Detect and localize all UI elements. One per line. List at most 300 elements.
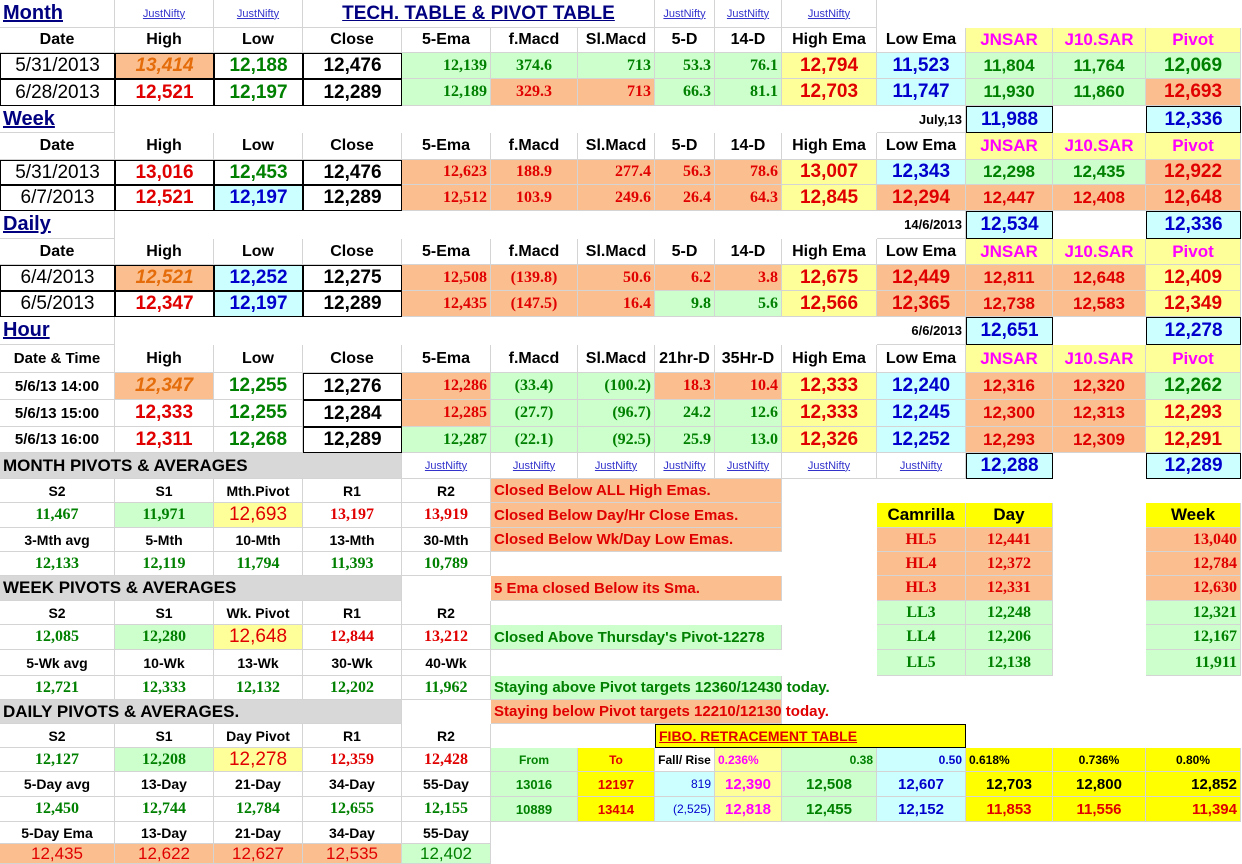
cell-r19-c10: Camrilla bbox=[877, 503, 966, 528]
cell-r28-c0: S2 bbox=[0, 724, 115, 748]
cell-r32-c2: 21-Day bbox=[214, 822, 303, 844]
cell-r24-c2: 12,648 bbox=[214, 625, 303, 650]
cell-r29-c6: To bbox=[578, 748, 655, 772]
cell-r11-c2: 12,197 bbox=[214, 291, 303, 317]
cell-r13-c1: High bbox=[115, 345, 214, 373]
cell-r7-c12: 12,408 bbox=[1053, 185, 1146, 211]
cell-r7-c8: 64.3 bbox=[715, 185, 782, 211]
cell-r24-c5: Closed Above Thursday's Pivot-12278 bbox=[491, 625, 782, 650]
cell-r9-c12: J10.SAR bbox=[1053, 239, 1146, 265]
cell-r7-c6: 249.6 bbox=[578, 185, 655, 211]
cell-r4-c10: July,13 bbox=[877, 106, 966, 133]
cell-r23-c13: 12,321 bbox=[1146, 601, 1241, 625]
cell-r16-c4: 12,287 bbox=[402, 427, 491, 453]
cell-r5-c1: High bbox=[115, 133, 214, 160]
cell-r31-c8: 12,818 bbox=[715, 797, 782, 822]
cell-r24-c11: 12,206 bbox=[966, 625, 1053, 650]
cell-r6-c13: 12,922 bbox=[1146, 160, 1241, 185]
cell-r31-c2: 12,784 bbox=[214, 797, 303, 822]
cell-r12-c0: Hour bbox=[0, 317, 115, 345]
cell-r23-c4: R2 bbox=[402, 601, 491, 625]
cell-r14-c12: 12,320 bbox=[1053, 373, 1146, 400]
cell-r10-c0: 6/4/2013 bbox=[0, 265, 115, 291]
cell-r1-c0: Date bbox=[0, 28, 115, 53]
cell-r14-c13: 12,262 bbox=[1146, 373, 1241, 400]
cell-r4-c13: 12,336 bbox=[1146, 106, 1241, 133]
cell-r2-c8: 76.1 bbox=[715, 53, 782, 79]
cell-r11-c5: (147.5) bbox=[491, 291, 578, 317]
cell-r14-c1: 12,347 bbox=[115, 373, 214, 400]
cell-r13-c11: JNSAR bbox=[966, 345, 1053, 373]
cell-r3-c3: 12,289 bbox=[303, 79, 402, 106]
cell-r11-c9: 12,566 bbox=[782, 291, 877, 317]
cell-r23-c3: R1 bbox=[303, 601, 402, 625]
cell-r24-c3: 12,844 bbox=[303, 625, 402, 650]
cell-r18-c3: R1 bbox=[303, 479, 402, 503]
cell-r15-c7: 24.2 bbox=[655, 400, 715, 427]
cell-r32-c1: 13-Day bbox=[115, 822, 214, 844]
cell-r3-c9: 12,703 bbox=[782, 79, 877, 106]
cell-r10-c4: 12,508 bbox=[402, 265, 491, 291]
cell-r13-c3: Close bbox=[303, 345, 402, 373]
cell-r31-c3: 12,655 bbox=[303, 797, 402, 822]
cell-r3-c4: 12,189 bbox=[402, 79, 491, 106]
cell-r5-c7: 5-D bbox=[655, 133, 715, 160]
justnifty-link[interactable]: JustNifty bbox=[655, 0, 715, 28]
cell-r29-c9: 0.38 bbox=[782, 748, 877, 772]
cell-r15-c2: 12,255 bbox=[214, 400, 303, 427]
cell-r22-c0: WEEK PIVOTS & AVERAGES bbox=[0, 576, 402, 601]
cell-r10-c8: 3.8 bbox=[715, 265, 782, 291]
cell-r30-c0: 5-Day avg bbox=[0, 772, 115, 797]
cell-r16-c1: 12,311 bbox=[115, 427, 214, 453]
cell-r21-c2: 11,794 bbox=[214, 552, 303, 576]
cell-r16-c7: 25.9 bbox=[655, 427, 715, 453]
cell-r18-c1: S1 bbox=[115, 479, 214, 503]
cell-r16-c5: (22.1) bbox=[491, 427, 578, 453]
cell-r26-c2: 12,132 bbox=[214, 676, 303, 700]
cell-r22-c11: 12,331 bbox=[966, 576, 1053, 601]
cell-r31-c13: 11,394 bbox=[1146, 797, 1241, 822]
cell-r10-c9: 12,675 bbox=[782, 265, 877, 291]
cell-r2-c9: 12,794 bbox=[782, 53, 877, 79]
cell-r18-c4: R2 bbox=[402, 479, 491, 503]
cell-r29-c0: 12,127 bbox=[0, 748, 115, 772]
cell-r29-c3: 12,359 bbox=[303, 748, 402, 772]
cell-r23-c11: 12,248 bbox=[966, 601, 1053, 625]
cell-r2-c0: 5/31/2013 bbox=[0, 53, 115, 79]
cell-r9-c11: JNSAR bbox=[966, 239, 1053, 265]
cell-r16-c2: 12,268 bbox=[214, 427, 303, 453]
cell-r1-c2: Low bbox=[214, 28, 303, 53]
cell-r6-c11: 12,298 bbox=[966, 160, 1053, 185]
cell-r29-c12: 0.736% bbox=[1053, 748, 1146, 772]
cell-r20-c5: Closed Below Wk/Day Low Emas. bbox=[491, 528, 782, 552]
cell-r11-c11: 12,738 bbox=[966, 291, 1053, 317]
cell-r30-c13: 12,852 bbox=[1146, 772, 1241, 797]
cell-r14-c4: 12,286 bbox=[402, 373, 491, 400]
cell-r11-c3: 12,289 bbox=[303, 291, 402, 317]
cell-r9-c7: 5-D bbox=[655, 239, 715, 265]
cell-r3-c10: 11,747 bbox=[877, 79, 966, 106]
cell-r13-c13: Pivot bbox=[1146, 345, 1241, 373]
cell-r24-c0: 12,085 bbox=[0, 625, 115, 650]
cell-r9-c4: 5-Ema bbox=[402, 239, 491, 265]
cell-r20-c1: 5-Mth bbox=[115, 528, 214, 552]
cell-r12-c11: 12,651 bbox=[966, 317, 1053, 345]
cell-r7-c11: 12,447 bbox=[966, 185, 1053, 211]
cell-r27-c0: DAILY PIVOTS & AVERAGES. bbox=[0, 700, 402, 724]
cell-r1-c6: Sl.Macd bbox=[578, 28, 655, 53]
cell-r10-c6: 50.6 bbox=[578, 265, 655, 291]
cell-r21-c3: 11,393 bbox=[303, 552, 402, 576]
cell-r30-c10: 12,607 bbox=[877, 772, 966, 797]
cell-r7-c13: 12,648 bbox=[1146, 185, 1241, 211]
cell-r26-c5: Staying above Pivot targets 12360/12430 today. bbox=[491, 676, 782, 700]
cell-r8-c10: 14/6/2013 bbox=[877, 211, 966, 239]
cell-r15-c5: (27.7) bbox=[491, 400, 578, 427]
cell-r1-c1: High bbox=[115, 28, 214, 53]
cell-r16-c3: 12,289 bbox=[303, 427, 402, 453]
cell-r19-c4: 13,919 bbox=[402, 503, 491, 528]
cell-r2-c3: 12,476 bbox=[303, 53, 402, 79]
cell-r24-c10: LL4 bbox=[877, 625, 966, 650]
cell-r29-c1: 12,208 bbox=[115, 748, 214, 772]
cell-r30-c3: 34-Day bbox=[303, 772, 402, 797]
cell-r2-c1: 13,414 bbox=[115, 53, 214, 79]
cell-r10-c1: 12,521 bbox=[115, 265, 214, 291]
justnifty-link[interactable]: JustNifty bbox=[782, 0, 877, 28]
cell-r5-c2: Low bbox=[214, 133, 303, 160]
cell-r22-c13: 12,630 bbox=[1146, 576, 1241, 601]
cell-r29-c10: 0.50 bbox=[877, 748, 966, 772]
cell-r13-c2: Low bbox=[214, 345, 303, 373]
cell-r33-c4: 12,402 bbox=[402, 844, 491, 864]
cell-r9-c3: Close bbox=[303, 239, 402, 265]
cell-r20-c0: 3-Mth avg bbox=[0, 528, 115, 552]
cell-r15-c0: 5/6/13 15:00 bbox=[0, 400, 115, 427]
cell-r30-c12: 12,800 bbox=[1053, 772, 1146, 797]
cell-r21-c13: 12,784 bbox=[1146, 552, 1241, 576]
cell-r10-c13: 12,409 bbox=[1146, 265, 1241, 291]
cell-r7-c3: 12,289 bbox=[303, 185, 402, 211]
cell-r6-c12: 12,435 bbox=[1053, 160, 1146, 185]
justnifty-link[interactable]: JustNifty bbox=[578, 453, 655, 479]
cell-r7-c4: 12,512 bbox=[402, 185, 491, 211]
cell-r13-c8: 35Hr-D bbox=[715, 345, 782, 373]
cell-r3-c2: 12,197 bbox=[214, 79, 303, 106]
cell-r13-c10: Low Ema bbox=[877, 345, 966, 373]
cell-r5-c0: Date bbox=[0, 133, 115, 160]
cell-r30-c6: 12197 bbox=[578, 772, 655, 797]
cell-r14-c11: 12,316 bbox=[966, 373, 1053, 400]
cell-r5-c8: 14-D bbox=[715, 133, 782, 160]
cell-r2-c5: 374.6 bbox=[491, 53, 578, 79]
cell-r15-c4: 12,285 bbox=[402, 400, 491, 427]
cell-r1-c3: Close bbox=[303, 28, 402, 53]
cell-r16-c8: 13.0 bbox=[715, 427, 782, 453]
cell-r15-c1: 12,333 bbox=[115, 400, 214, 427]
cell-r13-c9: High Ema bbox=[782, 345, 877, 373]
cell-r31-c12: 11,556 bbox=[1053, 797, 1146, 822]
cell-r11-c6: 16.4 bbox=[578, 291, 655, 317]
cell-r6-c1: 13,016 bbox=[115, 160, 214, 185]
cell-r8-c13: 12,336 bbox=[1146, 211, 1241, 239]
cell-r25-c1: 10-Wk bbox=[115, 650, 214, 676]
cell-r2-c7: 53.3 bbox=[655, 53, 715, 79]
cell-r16-c12: 12,309 bbox=[1053, 427, 1146, 453]
cell-r9-c10: Low Ema bbox=[877, 239, 966, 265]
cell-r9-c8: 14-D bbox=[715, 239, 782, 265]
justnifty-link[interactable]: JustNifty bbox=[402, 453, 491, 479]
cell-r30-c9: 12,508 bbox=[782, 772, 877, 797]
cell-r33-c3: 12,535 bbox=[303, 844, 402, 864]
cell-r15-c12: 12,313 bbox=[1053, 400, 1146, 427]
cell-r15-c10: 12,245 bbox=[877, 400, 966, 427]
cell-r18-c0: S2 bbox=[0, 479, 115, 503]
cell-r29-c2: 12,278 bbox=[214, 748, 303, 772]
cell-r28-c2: Day Pivot bbox=[214, 724, 303, 748]
cell-r29-c11: 0.618% bbox=[966, 748, 1053, 772]
cell-r19-c2: 12,693 bbox=[214, 503, 303, 528]
cell-r32-c0: 5-Day Ema bbox=[0, 822, 115, 844]
cell-r26-c1: 12,333 bbox=[115, 676, 214, 700]
cell-r23-c1: S1 bbox=[115, 601, 214, 625]
cell-r32-c4: 55-Day bbox=[402, 822, 491, 844]
cell-r7-c7: 26.4 bbox=[655, 185, 715, 211]
cell-r15-c13: 12,293 bbox=[1146, 400, 1241, 427]
cell-r21-c0: 12,133 bbox=[0, 552, 115, 576]
cell-r18-c5: Closed Below ALL High Emas. bbox=[491, 479, 782, 503]
cell-r11-c0: 6/5/2013 bbox=[0, 291, 115, 317]
cell-r31-c10: 12,152 bbox=[877, 797, 966, 822]
cell-r10-c3: 12,275 bbox=[303, 265, 402, 291]
cell-r10-c2: 12,252 bbox=[214, 265, 303, 291]
cell-r21-c11: 12,372 bbox=[966, 552, 1053, 576]
cell-r30-c4: 55-Day bbox=[402, 772, 491, 797]
cell-r1-c7: 5-D bbox=[655, 28, 715, 53]
cell-r9-c9: High Ema bbox=[782, 239, 877, 265]
cell-r17-c0: MONTH PIVOTS & AVERAGES bbox=[0, 453, 402, 479]
cell-r2-c11: 11,804 bbox=[966, 53, 1053, 79]
cell-r3-c11: 11,930 bbox=[966, 79, 1053, 106]
cell-r2-c4: 12,139 bbox=[402, 53, 491, 79]
cell-r15-c8: 12.6 bbox=[715, 400, 782, 427]
cell-r6-c0: 5/31/2013 bbox=[0, 160, 115, 185]
cell-r10-c5: (139.8) bbox=[491, 265, 578, 291]
cell-r24-c4: 13,212 bbox=[402, 625, 491, 650]
cell-r21-c4: 10,789 bbox=[402, 552, 491, 576]
cell-r1-c8: 14-D bbox=[715, 28, 782, 53]
cell-r31-c1: 12,744 bbox=[115, 797, 214, 822]
cell-r14-c7: 18.3 bbox=[655, 373, 715, 400]
cell-r6-c3: 12,476 bbox=[303, 160, 402, 185]
cell-r20-c2: 10-Mth bbox=[214, 528, 303, 552]
cell-r1-c11: JNSAR bbox=[966, 28, 1053, 53]
cell-r10-c12: 12,648 bbox=[1053, 265, 1146, 291]
cell-r16-c11: 12,293 bbox=[966, 427, 1053, 453]
cell-r33-c2: 12,627 bbox=[214, 844, 303, 864]
cell-r16-c13: 12,291 bbox=[1146, 427, 1241, 453]
cell-r19-c13: Week bbox=[1146, 503, 1241, 528]
cell-r14-c5: (33.4) bbox=[491, 373, 578, 400]
cell-r14-c0: 5/6/13 14:00 bbox=[0, 373, 115, 400]
cell-r31-c4: 12,155 bbox=[402, 797, 491, 822]
cell-r10-c10: 12,449 bbox=[877, 265, 966, 291]
cell-r30-c11: 12,703 bbox=[966, 772, 1053, 797]
justnifty-link[interactable]: JustNifty bbox=[782, 453, 877, 479]
cell-r6-c5: 188.9 bbox=[491, 160, 578, 185]
cell-r2-c10: 11,523 bbox=[877, 53, 966, 79]
cell-r30-c5: 13016 bbox=[491, 772, 578, 797]
cell-r1-c13: Pivot bbox=[1146, 28, 1241, 53]
justnifty-link[interactable]: JustNifty bbox=[214, 0, 303, 28]
cell-r30-c7: 819 bbox=[655, 772, 715, 797]
justnifty-link[interactable]: JustNifty bbox=[877, 453, 966, 479]
cell-r29-c5: From bbox=[491, 748, 578, 772]
cell-r15-c11: 12,300 bbox=[966, 400, 1053, 427]
cell-r14-c8: 10.4 bbox=[715, 373, 782, 400]
cell-r15-c3: 12,284 bbox=[303, 400, 402, 427]
cell-r16-c10: 12,252 bbox=[877, 427, 966, 453]
cell-r7-c9: 12,845 bbox=[782, 185, 877, 211]
cell-r18-c2: Mth.Pivot bbox=[214, 479, 303, 503]
cell-r32-c3: 34-Day bbox=[303, 822, 402, 844]
cell-r3-c12: 11,860 bbox=[1053, 79, 1146, 106]
cell-r27-c5: Staying below Pivot targets 12210/12130 today. bbox=[491, 700, 782, 724]
cell-r19-c11: Day bbox=[966, 503, 1053, 528]
cell-r4-c11: 11,988 bbox=[966, 106, 1053, 133]
cell-r23-c0: S2 bbox=[0, 601, 115, 625]
cell-r11-c13: 12,349 bbox=[1146, 291, 1241, 317]
cell-r33-c1: 12,622 bbox=[115, 844, 214, 864]
cell-r1-c10: Low Ema bbox=[877, 28, 966, 53]
cell-r13-c4: 5-Ema bbox=[402, 345, 491, 373]
cell-r1-c12: J10.SAR bbox=[1053, 28, 1146, 53]
cell-r23-c10: LL3 bbox=[877, 601, 966, 625]
cell-r3-c7: 66.3 bbox=[655, 79, 715, 106]
cell-r11-c8: 5.6 bbox=[715, 291, 782, 317]
cell-r0-c3: TECH. TABLE & PIVOT TABLE bbox=[303, 0, 655, 28]
cell-r7-c10: 12,294 bbox=[877, 185, 966, 211]
cell-r6-c2: 12,453 bbox=[214, 160, 303, 185]
cell-r28-c4: R2 bbox=[402, 724, 491, 748]
cell-r31-c9: 12,455 bbox=[782, 797, 877, 822]
cell-r5-c10: Low Ema bbox=[877, 133, 966, 160]
cell-r25-c10: LL5 bbox=[877, 650, 966, 676]
cell-r12-c10: 6/6/2013 bbox=[877, 317, 966, 345]
cell-r14-c6: (100.2) bbox=[578, 373, 655, 400]
cell-r31-c7: (2,525) bbox=[655, 797, 715, 822]
cell-r22-c10: HL3 bbox=[877, 576, 966, 601]
cell-r5-c13: Pivot bbox=[1146, 133, 1241, 160]
justnifty-link[interactable]: JustNifty bbox=[115, 0, 214, 28]
cell-r29-c13: 0.80% bbox=[1146, 748, 1241, 772]
cell-r3-c0: 6/28/2013 bbox=[0, 79, 115, 106]
cell-r9-c13: Pivot bbox=[1146, 239, 1241, 265]
cell-r7-c0: 6/7/2013 bbox=[0, 185, 115, 211]
cell-r15-c9: 12,333 bbox=[782, 400, 877, 427]
cell-r9-c5: f.Macd bbox=[491, 239, 578, 265]
cell-r1-c9: High Ema bbox=[782, 28, 877, 53]
cell-r2-c6: 713 bbox=[578, 53, 655, 79]
justnifty-link[interactable]: JustNifty bbox=[715, 0, 782, 28]
cell-r7-c1: 12,521 bbox=[115, 185, 214, 211]
cell-r29-c8: 0.236% bbox=[715, 748, 782, 772]
cell-r10-c7: 6.2 bbox=[655, 265, 715, 291]
cell-r29-c4: 12,428 bbox=[402, 748, 491, 772]
cell-r9-c1: High bbox=[115, 239, 214, 265]
cell-r16-c0: 5/6/13 16:00 bbox=[0, 427, 115, 453]
cell-r24-c13: 12,167 bbox=[1146, 625, 1241, 650]
cell-r21-c1: 12,119 bbox=[115, 552, 214, 576]
cell-r13-c12: J10.SAR bbox=[1053, 345, 1146, 373]
cell-r31-c6: 13414 bbox=[578, 797, 655, 822]
cell-r1-c4: 5-Ema bbox=[402, 28, 491, 53]
cell-r9-c0: Date bbox=[0, 239, 115, 265]
cell-r8-c0: Daily bbox=[0, 211, 115, 239]
cell-r19-c5: Closed Below Day/Hr Close Emas. bbox=[491, 503, 782, 528]
cell-r14-c2: 12,255 bbox=[214, 373, 303, 400]
cell-r0-c0: Month bbox=[0, 0, 115, 28]
cell-r20-c13: 13,040 bbox=[1146, 528, 1241, 552]
justnifty-link[interactable]: JustNifty bbox=[715, 453, 782, 479]
cell-r14-c3: 12,276 bbox=[303, 373, 402, 400]
cell-r3-c6: 713 bbox=[578, 79, 655, 106]
cell-r31-c11: 11,853 bbox=[966, 797, 1053, 822]
cell-r13-c6: Sl.Macd bbox=[578, 345, 655, 373]
cell-r14-c9: 12,333 bbox=[782, 373, 877, 400]
cell-r11-c10: 12,365 bbox=[877, 291, 966, 317]
cell-r3-c1: 12,521 bbox=[115, 79, 214, 106]
justnifty-link[interactable]: JustNifty bbox=[491, 453, 578, 479]
cell-r10-c11: 12,811 bbox=[966, 265, 1053, 291]
cell-r30-c1: 13-Day bbox=[115, 772, 214, 797]
cell-r30-c8: 12,390 bbox=[715, 772, 782, 797]
cell-r5-c12: J10.SAR bbox=[1053, 133, 1146, 160]
cell-r6-c9: 13,007 bbox=[782, 160, 877, 185]
cell-r31-c0: 12,450 bbox=[0, 797, 115, 822]
cell-r11-c12: 12,583 bbox=[1053, 291, 1146, 317]
cell-r9-c2: Low bbox=[214, 239, 303, 265]
cell-r26-c4: 11,962 bbox=[402, 676, 491, 700]
cell-r5-c11: JNSAR bbox=[966, 133, 1053, 160]
cell-r28-c7: FIBO. RETRACEMENT TABLE bbox=[655, 724, 966, 748]
justnifty-link[interactable]: JustNifty bbox=[655, 453, 715, 479]
cell-r19-c3: 13,197 bbox=[303, 503, 402, 528]
cell-r3-c8: 81.1 bbox=[715, 79, 782, 106]
cell-r8-c11: 12,534 bbox=[966, 211, 1053, 239]
cell-r19-c1: 11,971 bbox=[115, 503, 214, 528]
cell-r20-c11: 12,441 bbox=[966, 528, 1053, 552]
cell-r26-c0: 12,721 bbox=[0, 676, 115, 700]
cell-r25-c2: 13-Wk bbox=[214, 650, 303, 676]
cell-r5-c9: High Ema bbox=[782, 133, 877, 160]
cell-r30-c2: 21-Day bbox=[214, 772, 303, 797]
cell-r29-c7: Fall/ Rise bbox=[655, 748, 715, 772]
cell-r6-c7: 56.3 bbox=[655, 160, 715, 185]
cell-r28-c1: S1 bbox=[115, 724, 214, 748]
cell-r12-c13: 12,278 bbox=[1146, 317, 1241, 345]
cell-r20-c4: 30-Mth bbox=[402, 528, 491, 552]
cell-r25-c11: 12,138 bbox=[966, 650, 1053, 676]
cell-r31-c5: 10889 bbox=[491, 797, 578, 822]
cell-r3-c5: 329.3 bbox=[491, 79, 578, 106]
cell-r11-c4: 12,435 bbox=[402, 291, 491, 317]
cell-r5-c5: f.Macd bbox=[491, 133, 578, 160]
cell-r25-c0: 5-Wk avg bbox=[0, 650, 115, 676]
cell-r11-c1: 12,347 bbox=[115, 291, 214, 317]
